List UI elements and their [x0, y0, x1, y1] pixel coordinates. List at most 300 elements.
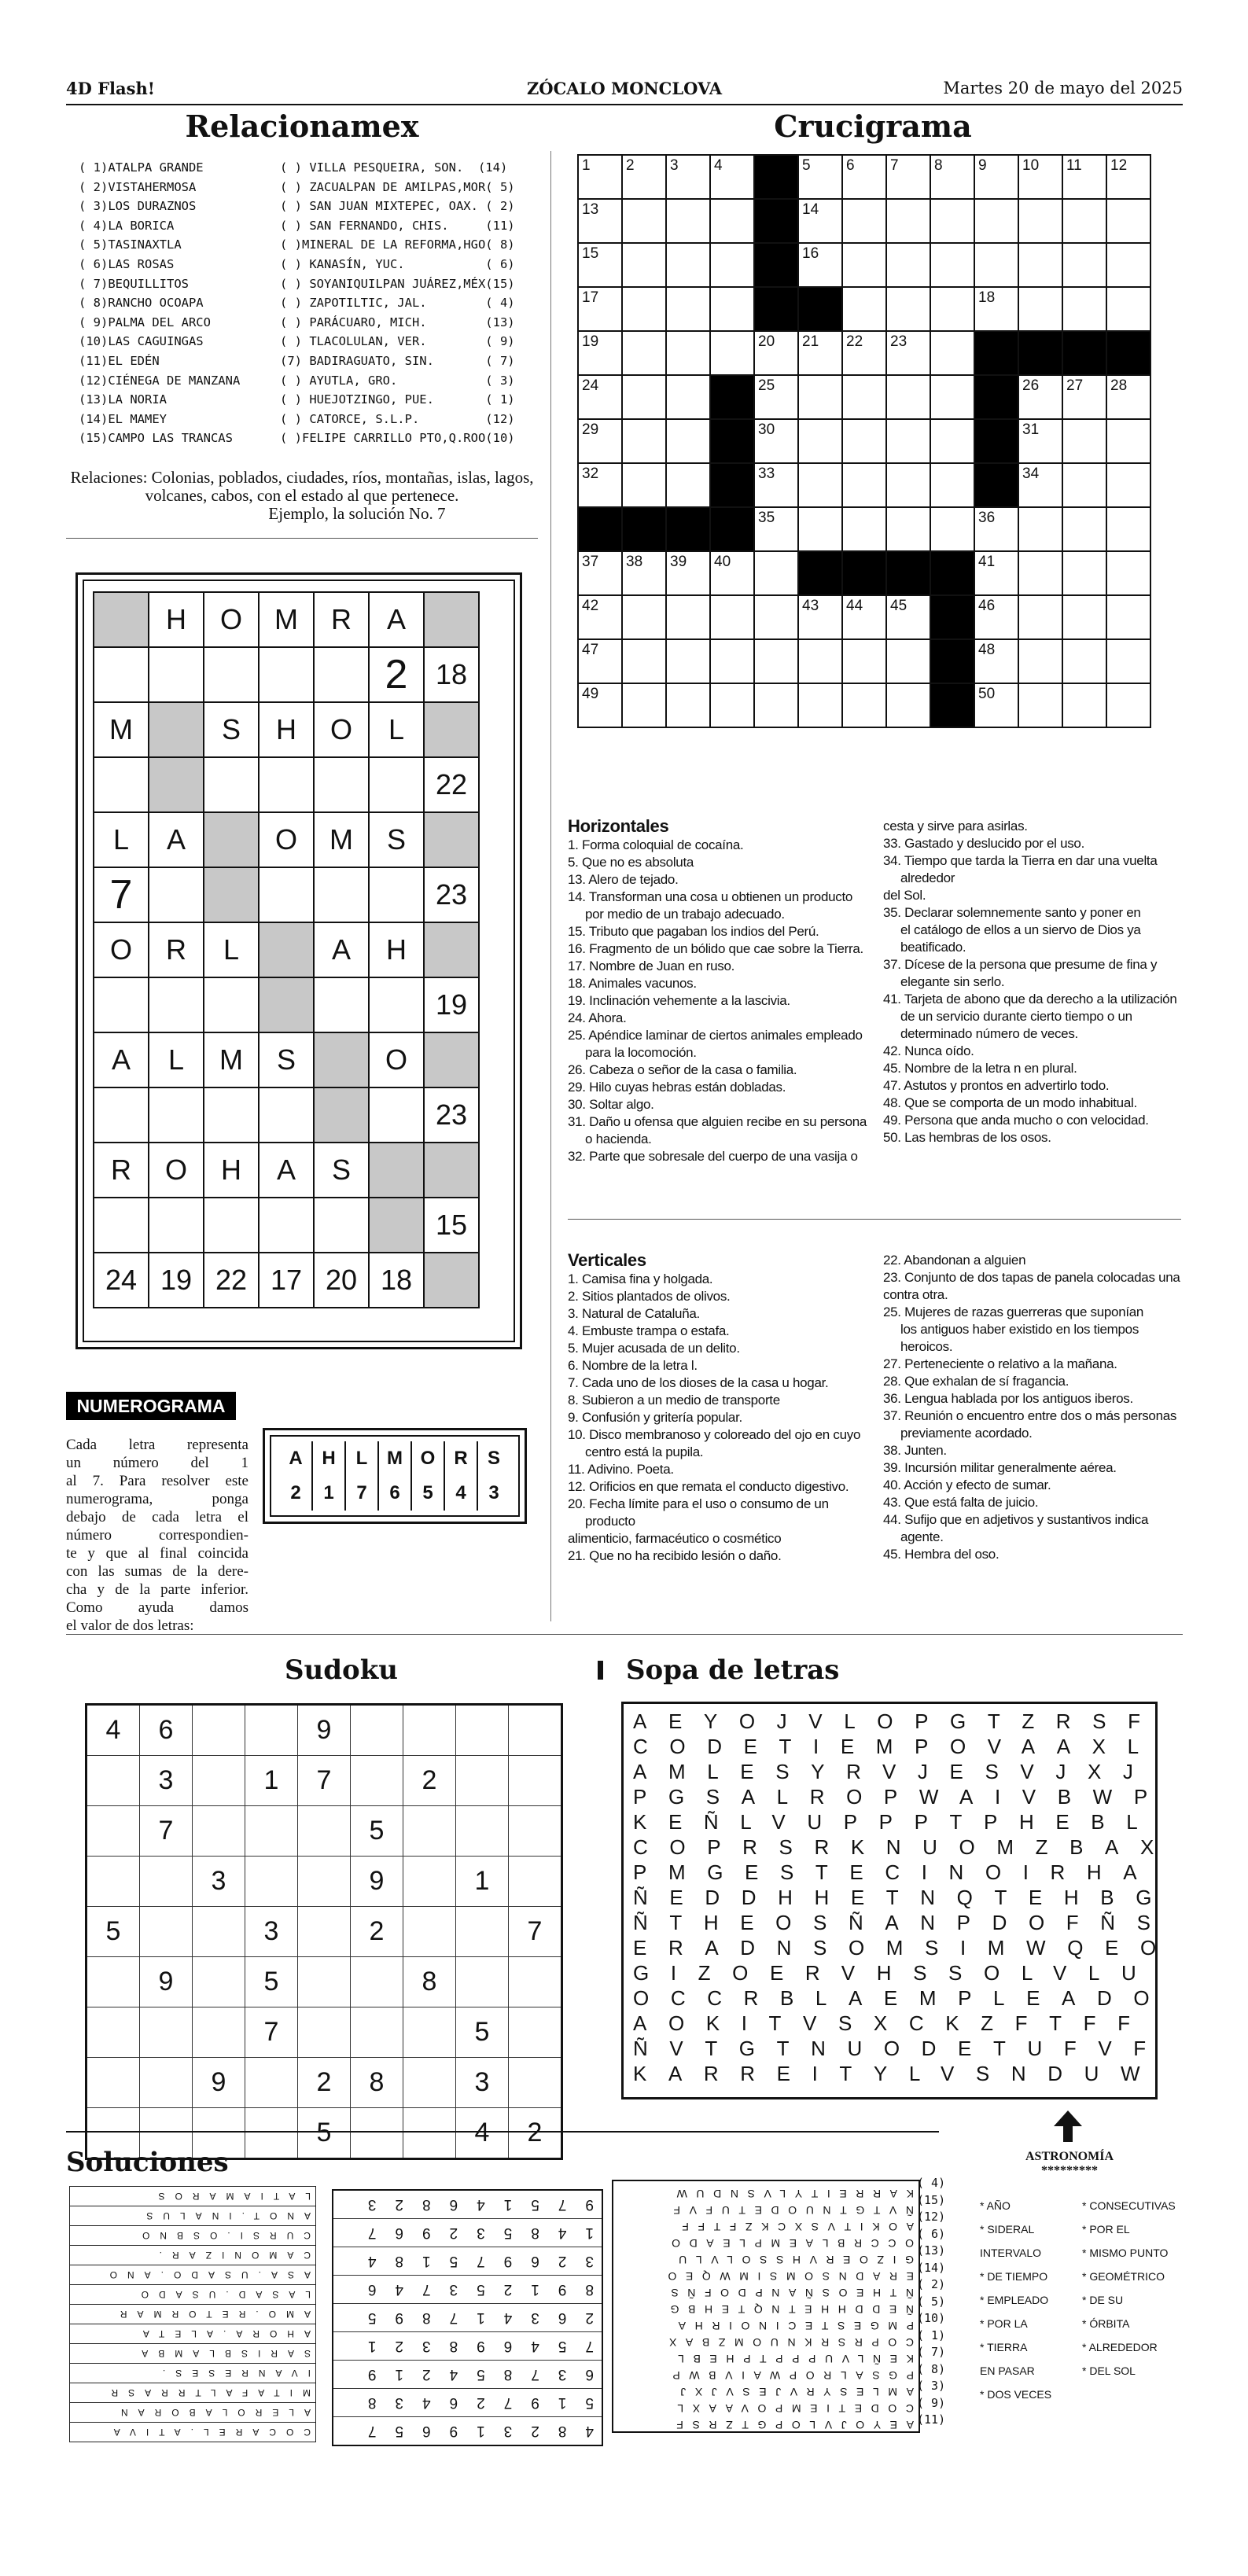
crossword-cell[interactable] [842, 507, 886, 551]
crossword-cell[interactable] [798, 331, 842, 375]
sudoku-cell[interactable] [245, 1705, 298, 1756]
sudoku-cell[interactable] [298, 1857, 351, 1907]
sudoku-cell[interactable] [456, 1957, 509, 2007]
numerograma-cell[interactable]: H [369, 922, 424, 977]
numerograma-cell[interactable]: L [204, 922, 259, 977]
crossword-cell[interactable] [1106, 419, 1150, 463]
sudoku-cell[interactable] [509, 1957, 562, 2007]
crossword-cell[interactable] [930, 463, 974, 507]
crossword-cell[interactable] [930, 243, 974, 287]
sudoku-cell[interactable] [456, 1806, 509, 1857]
crossword-cell[interactable] [622, 683, 666, 727]
numerograma-cell[interactable]: 17 [259, 1253, 314, 1308]
sopa-row [625, 2011, 1178, 2036]
rel-right-item: ( ) HUEJOTZINGO, PUE. ( 1) [280, 392, 515, 407]
crossword-cell[interactable] [1106, 199, 1150, 243]
clue-line: 45. Hembra del oso. [883, 1547, 1000, 1562]
numerograma-cell[interactable] [94, 977, 149, 1032]
crossword-cell[interactable] [842, 287, 886, 331]
numerograma-cell[interactable]: O [314, 702, 369, 757]
solution-sopa-row: AOKITVSXCKZFTFF [672, 2221, 914, 2233]
crossword-cell[interactable] [842, 375, 886, 419]
crossword-cell[interactable] [754, 683, 798, 727]
newspaper-name: ZÓCALO MONCLOVA [526, 79, 723, 98]
numerograma-cell[interactable]: S [314, 1143, 369, 1198]
crossword-cell[interactable] [754, 463, 798, 507]
solution-sudoku-row: 326975184 [333, 2247, 602, 2276]
sudoku-cell[interactable] [351, 2007, 403, 2058]
crossword-cell[interactable] [930, 419, 974, 463]
crossword-cell[interactable] [842, 155, 886, 199]
sudoku-cell[interactable] [298, 1907, 351, 1957]
crossword-cell[interactable] [1062, 419, 1106, 463]
crossword-cell[interactable] [798, 507, 842, 551]
crossword-cell[interactable] [1106, 375, 1150, 419]
sudoku-cell[interactable] [193, 2007, 245, 2058]
crossword-cell[interactable] [710, 683, 754, 727]
crossword-cell[interactable] [930, 375, 974, 419]
crossword-cell[interactable] [1018, 507, 1062, 551]
numerograma-cell[interactable] [94, 647, 149, 702]
crossword-cell[interactable] [622, 595, 666, 639]
crossword-cell[interactable] [754, 507, 798, 551]
crossword-cell[interactable] [1018, 155, 1062, 199]
numerograma-cell[interactable] [314, 647, 369, 702]
numerograma-cell[interactable] [204, 647, 259, 702]
astro-word: * TIERRA [980, 2341, 1028, 2353]
instruction-line: un número del 1 [66, 1455, 248, 1471]
sudoku-cell[interactable] [87, 1957, 140, 2007]
numerograma-cell[interactable]: 24 [94, 1253, 149, 1308]
crossword-cell[interactable] [1018, 595, 1062, 639]
crossword-cell[interactable] [666, 463, 710, 507]
crossword-cell[interactable] [886, 507, 930, 551]
crossword-cell[interactable] [1106, 639, 1150, 683]
crossword-cell[interactable] [974, 639, 1018, 683]
crossword-cell[interactable] [842, 199, 886, 243]
crossword-cell[interactable] [930, 507, 974, 551]
numerograma-cell[interactable]: 18 [424, 647, 479, 702]
solution-sudoku-row: 519726438 [333, 2389, 602, 2417]
sudoku-cell[interactable] [351, 1705, 403, 1756]
crossword-cell[interactable] [710, 243, 754, 287]
crossword-cell[interactable] [1062, 287, 1106, 331]
numerograma-cell[interactable] [149, 977, 204, 1032]
numerograma-cell[interactable]: 22 [424, 757, 479, 812]
numerograma-cell[interactable] [149, 1198, 204, 1253]
crossword-cell[interactable] [622, 463, 666, 507]
crossword-cell[interactable] [666, 243, 710, 287]
numerograma-cell[interactable]: S [259, 1032, 314, 1087]
crossword-cell[interactable] [1018, 287, 1062, 331]
numerograma-cell[interactable]: S [204, 702, 259, 757]
crossword-cell[interactable] [1106, 463, 1150, 507]
numerograma-cell[interactable]: L [149, 1032, 204, 1087]
crossword-cell[interactable] [754, 595, 798, 639]
crossword-cell[interactable] [1062, 595, 1106, 639]
sudoku-cell[interactable] [193, 1806, 245, 1857]
numerograma-cell[interactable]: A [149, 812, 204, 867]
numerograma-cell[interactable]: R [314, 592, 369, 647]
crossword-cell[interactable] [622, 375, 666, 419]
numerograma-cell[interactable] [314, 867, 369, 922]
crossword-cell[interactable] [842, 639, 886, 683]
crossword-cell[interactable] [1018, 419, 1062, 463]
numerograma-cell[interactable]: S [369, 812, 424, 867]
sudoku-cell[interactable] [193, 1957, 245, 2007]
numerograma-cell[interactable] [94, 757, 149, 812]
crossword-cell[interactable] [1018, 463, 1062, 507]
numerograma-cell[interactable] [94, 1087, 149, 1143]
numerograma-cell[interactable]: O [369, 1032, 424, 1087]
numerograma-cell[interactable] [314, 757, 369, 812]
crossword-cell[interactable] [842, 683, 886, 727]
crossword-cell[interactable] [1018, 551, 1062, 595]
crossword-cell[interactable] [622, 199, 666, 243]
crossword-cell[interactable] [798, 199, 842, 243]
sudoku-cell[interactable] [509, 2007, 562, 2058]
crossword-cell[interactable] [666, 551, 710, 595]
crossword-cell[interactable] [886, 155, 930, 199]
crossword-cell[interactable] [666, 419, 710, 463]
crossword-cell[interactable] [754, 551, 798, 595]
crossword-cell[interactable] [710, 287, 754, 331]
numerograma-cell[interactable]: O [204, 592, 259, 647]
sopa-row [625, 1809, 1178, 1834]
crossword-cell[interactable] [666, 595, 710, 639]
numerograma-cell[interactable]: A [369, 592, 424, 647]
crossword-cell[interactable] [710, 595, 754, 639]
crossword-cell[interactable] [622, 155, 666, 199]
numerograma-cell[interactable]: 18 [369, 1253, 424, 1308]
numerograma-cell[interactable]: M [259, 592, 314, 647]
numerograma-shaded-cell [424, 812, 479, 867]
crossword-cell[interactable] [666, 155, 710, 199]
sudoku-cell[interactable] [456, 1705, 509, 1756]
crossword-cell[interactable] [578, 199, 622, 243]
crossword-cell[interactable] [1106, 683, 1150, 727]
crossword-cell[interactable] [1018, 199, 1062, 243]
crossword-cell[interactable] [886, 287, 930, 331]
numerograma-shaded-cell [369, 1143, 424, 1198]
crossword-cell[interactable] [1106, 551, 1150, 595]
sudoku-cell[interactable] [140, 1907, 193, 1957]
numerograma-cell[interactable] [314, 977, 369, 1032]
crossword-cell[interactable] [578, 639, 622, 683]
crossword-cell[interactable] [1018, 243, 1062, 287]
numerograma-cell[interactable]: R [149, 922, 204, 977]
sudoku-cell: 5 [87, 1907, 140, 1957]
sudoku-cell[interactable] [351, 1957, 403, 2007]
crossword-cell[interactable] [710, 155, 754, 199]
sudoku-cell[interactable] [403, 2007, 456, 2058]
clue-line: 13. Alero de tejado. [568, 872, 679, 887]
sudoku-cell[interactable] [509, 1806, 562, 1857]
crossword-cell[interactable] [622, 243, 666, 287]
crossword-cell[interactable] [666, 639, 710, 683]
numerograma-cell[interactable]: 22 [204, 1253, 259, 1308]
crossword-cell[interactable] [578, 155, 622, 199]
sudoku-cell: 7 [509, 1907, 562, 1957]
sudoku-cell[interactable] [351, 2108, 403, 2159]
numerograma-cell[interactable]: 23 [424, 867, 479, 922]
crossword-cell[interactable] [974, 243, 1018, 287]
numerograma-cell[interactable] [259, 867, 314, 922]
crossword-cell[interactable] [710, 199, 754, 243]
crossword-cell[interactable] [974, 155, 1018, 199]
numerograma-cell[interactable]: 7 [94, 867, 149, 922]
numerograma-cell[interactable]: M [204, 1032, 259, 1087]
crossword-cell[interactable] [798, 375, 842, 419]
crossword-cell[interactable] [710, 639, 754, 683]
crossword-cell[interactable] [1062, 463, 1106, 507]
numerograma-cell[interactable]: O [94, 922, 149, 977]
numerograma-cell[interactable]: H [259, 702, 314, 757]
crossword-cell[interactable] [974, 199, 1018, 243]
numerograma-cell[interactable]: R [94, 1143, 149, 1198]
cell-number: 47 [582, 642, 599, 658]
crossword-cell[interactable] [666, 331, 710, 375]
numerograma-cell[interactable] [369, 1087, 424, 1143]
crossword-cell[interactable] [754, 331, 798, 375]
numerograma-cell[interactable]: M [314, 812, 369, 867]
crossword-cell[interactable] [974, 287, 1018, 331]
crossword-cell[interactable] [666, 375, 710, 419]
clue-line: 38. Junten. [883, 1443, 947, 1458]
numerograma-cell[interactable]: 19 [149, 1253, 204, 1308]
solution-rel-item: ( 3) [917, 2379, 946, 2393]
numerograma-cell[interactable]: M [94, 702, 149, 757]
sudoku-cell[interactable] [87, 2058, 140, 2108]
numerograma-cell[interactable] [369, 977, 424, 1032]
crossword-cell[interactable] [842, 419, 886, 463]
clue-line: alrededor [900, 870, 955, 885]
crossword-cell[interactable] [886, 683, 930, 727]
crossword-cell[interactable] [1018, 683, 1062, 727]
crossword-cell[interactable] [886, 595, 930, 639]
crossword-cell[interactable] [974, 507, 1018, 551]
numerograma-cell[interactable]: O [259, 812, 314, 867]
numerograma-cell[interactable]: A [259, 1143, 314, 1198]
crossword-cell[interactable] [798, 463, 842, 507]
sudoku-cell[interactable] [193, 1705, 245, 1756]
crossword-cell[interactable] [974, 595, 1018, 639]
sudoku-cell[interactable] [193, 1756, 245, 1806]
clue-line: 36. Lengua hablada por los antiguos iberos. [883, 1391, 1133, 1406]
crossword-cell[interactable] [1062, 639, 1106, 683]
crossword-cell[interactable] [930, 155, 974, 199]
numerograma-cell[interactable] [314, 1198, 369, 1253]
sudoku-cell[interactable] [87, 1857, 140, 1907]
crossword-cell[interactable] [1062, 507, 1106, 551]
sudoku-cell[interactable] [509, 1705, 562, 1756]
crossword-cell[interactable] [622, 287, 666, 331]
sudoku-cell[interactable] [403, 2058, 456, 2108]
sudoku-cell[interactable] [456, 1907, 509, 1957]
numerograma-cell[interactable] [149, 867, 204, 922]
crossword-block [754, 243, 798, 287]
numerograma-cell[interactable]: 2 [369, 647, 424, 702]
crossword-cell[interactable] [842, 595, 886, 639]
numerograma-cell[interactable]: 15 [424, 1198, 479, 1253]
solution-sopa-row: COPRSRKNUOMZBAX [660, 2336, 914, 2349]
numerograma-cell[interactable] [259, 647, 314, 702]
numerograma-cell[interactable]: H [204, 1143, 259, 1198]
crossword-cell[interactable] [1062, 375, 1106, 419]
crossword-cell[interactable] [798, 243, 842, 287]
numerograma-cell[interactable]: A [314, 922, 369, 977]
crossword-cell[interactable] [666, 199, 710, 243]
numerograma-cell[interactable] [204, 1087, 259, 1143]
crossword-cell[interactable] [1062, 243, 1106, 287]
crossword-cell[interactable] [1062, 199, 1106, 243]
sudoku-cell[interactable] [298, 1806, 351, 1857]
numerograma-cell[interactable] [369, 757, 424, 812]
numerograma-cell[interactable]: 19 [424, 977, 479, 1032]
crossword-cell[interactable] [886, 199, 930, 243]
crossword-cell[interactable] [1018, 375, 1062, 419]
sudoku-cell[interactable] [87, 1756, 140, 1806]
crossword-cell[interactable] [798, 683, 842, 727]
sudoku-cell[interactable] [403, 1907, 456, 1957]
numerograma-cell[interactable]: L [94, 812, 149, 867]
crossword-cell[interactable] [622, 639, 666, 683]
crossword-cell[interactable] [930, 331, 974, 375]
numerograma-cell[interactable] [259, 1198, 314, 1253]
sudoku-cell[interactable] [456, 1756, 509, 1806]
relacionamex-title: Relacionamex [185, 109, 419, 144]
crossword-cell[interactable] [886, 375, 930, 419]
crossword-cell[interactable] [798, 639, 842, 683]
sudoku-cell[interactable] [245, 2108, 298, 2159]
sudoku-cell[interactable] [245, 1857, 298, 1907]
numerograma-cell[interactable]: A [94, 1032, 149, 1087]
numerograma-cell[interactable]: 20 [314, 1253, 369, 1308]
sudoku-cell[interactable] [351, 1756, 403, 1806]
crossword-cell[interactable] [886, 243, 930, 287]
sudoku-cell[interactable] [509, 2058, 562, 2108]
crossword-cell[interactable] [754, 375, 798, 419]
numerograma-cell[interactable]: H [149, 592, 204, 647]
crossword-cell[interactable] [1106, 287, 1150, 331]
cell-number: 12 [1110, 157, 1128, 174]
clue-line: 26. Cabeza o señor de la casa o familia. [568, 1062, 797, 1077]
crossword-cell[interactable] [578, 595, 622, 639]
numerograma-cell[interactable] [149, 647, 204, 702]
sudoku-cell[interactable] [403, 1857, 456, 1907]
numerograma-cell[interactable]: O [149, 1143, 204, 1198]
crossword-cell[interactable] [886, 639, 930, 683]
crossword-cell[interactable] [930, 287, 974, 331]
crossword-cell[interactable] [1106, 243, 1150, 287]
numerograma-cell[interactable] [204, 757, 259, 812]
numerograma-cell[interactable]: 23 [424, 1087, 479, 1143]
crossword-block [930, 683, 974, 727]
crossword-cell[interactable] [1106, 595, 1150, 639]
numerograma-cell[interactable]: L [369, 702, 424, 757]
crossword-cell[interactable] [578, 683, 622, 727]
sudoku-cell[interactable] [403, 1705, 456, 1756]
sudoku-cell[interactable] [193, 1907, 245, 1957]
astro-col1 [980, 2194, 1051, 2406]
crossword-cell[interactable] [622, 419, 666, 463]
sudoku-cell[interactable] [298, 1957, 351, 2007]
crossword-cell[interactable] [1018, 639, 1062, 683]
crossword-cell[interactable] [1062, 551, 1106, 595]
sudoku-cell[interactable] [509, 1857, 562, 1907]
sudoku-cell[interactable] [298, 2007, 351, 2058]
numerograma-cell[interactable] [369, 867, 424, 922]
clue-line: 32. Parte que sobresale del cuerpo de una vasija o [568, 1149, 858, 1164]
crossword-cell[interactable] [666, 683, 710, 727]
crossword-cell[interactable] [622, 551, 666, 595]
crossword-cell[interactable] [666, 287, 710, 331]
sudoku-cell[interactable] [245, 2058, 298, 2108]
key-cell: 4 [444, 1476, 477, 1511]
sudoku-cell[interactable] [140, 2058, 193, 2108]
crossword-cell[interactable] [842, 463, 886, 507]
numerograma-cell[interactable] [259, 1087, 314, 1143]
numerograma-cell[interactable] [204, 977, 259, 1032]
rel-right-item: ( ) KANASÍN, YUC. ( 6) [280, 257, 515, 271]
crossword-cell[interactable] [578, 287, 622, 331]
numerograma-cell[interactable] [94, 1198, 149, 1253]
clue-line: 25. Mujeres de razas guerreras que suponían [883, 1305, 1144, 1319]
crossword-cell[interactable] [578, 243, 622, 287]
sudoku-cell[interactable] [403, 1806, 456, 1857]
crossword-cell[interactable] [842, 331, 886, 375]
crossword-cell[interactable] [1106, 507, 1150, 551]
crossword-cell[interactable] [754, 639, 798, 683]
crossword-cell[interactable] [886, 331, 930, 375]
crossword-cell[interactable] [754, 419, 798, 463]
crossword-cell[interactable] [798, 155, 842, 199]
crossword-cell[interactable] [974, 551, 1018, 595]
numerograma-cell[interactable] [204, 1198, 259, 1253]
crossword-cell[interactable] [842, 243, 886, 287]
crossword-cell[interactable] [578, 375, 622, 419]
crossword-cell[interactable] [1062, 155, 1106, 199]
crossword-cell[interactable] [930, 199, 974, 243]
crossword-cell[interactable] [1062, 683, 1106, 727]
crossword-cell[interactable] [886, 419, 930, 463]
crossword-cell[interactable] [798, 595, 842, 639]
crossword-cell[interactable] [578, 331, 622, 375]
crossword-cell[interactable] [798, 419, 842, 463]
numerograma-cell[interactable] [149, 1087, 204, 1143]
clue-line: 44. Sufijo que en adjetivos y sustantivos indica [883, 1512, 1149, 1527]
crossword-cell[interactable] [622, 331, 666, 375]
crossword-cell[interactable] [578, 463, 622, 507]
crossword-cell[interactable] [974, 683, 1018, 727]
sudoku-cell[interactable] [245, 1806, 298, 1857]
crossword-cell[interactable] [710, 551, 754, 595]
sudoku-cell[interactable] [509, 1756, 562, 1806]
numerograma-cell[interactable] [259, 757, 314, 812]
sudoku-cell[interactable] [87, 2007, 140, 2058]
crossword-cell[interactable] [886, 463, 930, 507]
crossword-cell[interactable] [710, 331, 754, 375]
sudoku-cell[interactable] [403, 2108, 456, 2159]
sudoku-cell[interactable] [87, 1806, 140, 1857]
crossword-cell[interactable] [578, 551, 622, 595]
sudoku-cell[interactable] [140, 2007, 193, 2058]
crossword-cell[interactable] [578, 419, 622, 463]
astro-word: * MISMO PUNTO [1082, 2247, 1169, 2259]
sudoku-cell[interactable] [140, 1857, 193, 1907]
sopa-row-letters: AMLESYRVJESVJXJ [633, 1759, 1155, 1783]
crossword-cell[interactable] [1106, 155, 1150, 199]
